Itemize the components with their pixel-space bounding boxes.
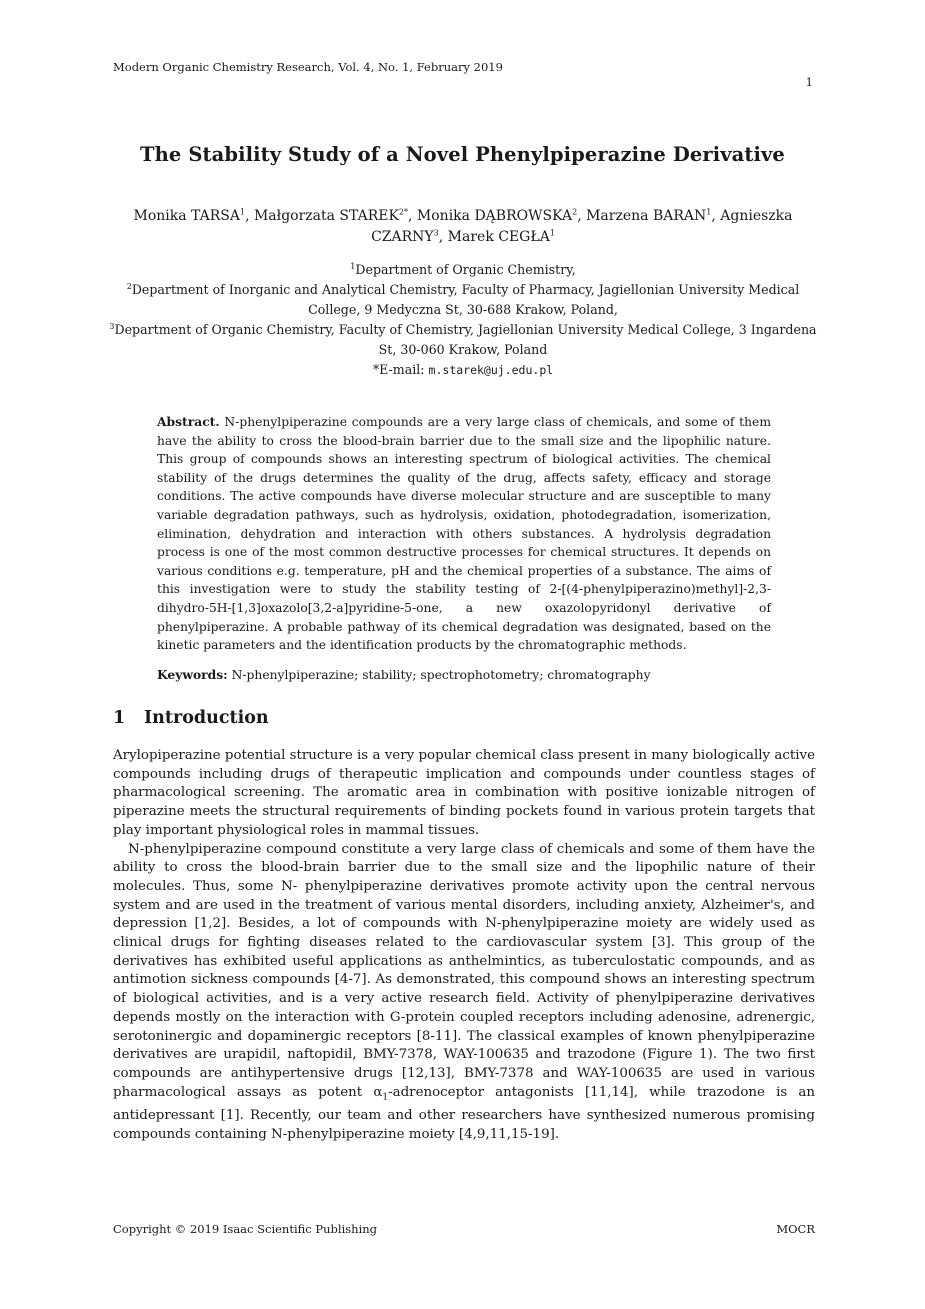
author-name: Monika DĄBROWSKA: [416, 208, 573, 224]
section-number: 1: [113, 708, 126, 728]
keywords: [157, 666, 771, 685]
author-name: Małgorzata STAREK: [253, 208, 399, 224]
footer-journal: MOCR: [776, 1222, 815, 1236]
keywords-text: N-phenylpiperazine; stability; spectrophotometry; chromatography: [227, 668, 651, 682]
affiliation-1: $^1$Department of Organic Chemistry,: [350, 261, 576, 277]
body-text: [113, 747, 815, 1144]
section-title: Introduction: [144, 708, 269, 728]
author-affiliation-mark: 2*: [398, 207, 409, 217]
author-separator: ,: [408, 208, 417, 224]
author-separator: ,: [577, 208, 587, 224]
author-name: Marzena BARAN: [586, 208, 707, 224]
affiliation-3: $^3$Department of Organic Chemistry, Faculty of Chemistry, Jagiellonian University Medical College, 3 Ingardena St, 30-060 Krakow, Poland: [109, 321, 817, 357]
author-affiliation-mark: 1: [706, 207, 712, 217]
email-line: *E-mail: m.starek@uj.edu.pl: [372, 362, 554, 377]
author-affiliation-mark: 1: [239, 207, 246, 217]
author-affiliation-mark: 3: [433, 228, 439, 238]
author-affiliation-mark: 2: [572, 207, 578, 217]
author-name: Agnieszka CZARNY: [371, 208, 793, 245]
author-separator: ,: [438, 229, 448, 245]
paper-title: The Stability Study of a Novel Phenylpiperazine Derivative: [140, 143, 785, 166]
page-number: 1: [805, 75, 813, 89]
author-name: Monika TARSA: [133, 208, 240, 224]
author-separator: ,: [245, 208, 254, 224]
affiliations: [105, 260, 821, 380]
abstract: [157, 413, 771, 655]
abstract-text: N-phenylpiperazine compounds are a very large class of chemicals, and some of them have the ability to cross the blood-brain barrier due to the small size and the lipophilic nature. This group of compounds shows an interesting spectrum of biological activities. The chemical stability of the drugs determines the quality of the drug, affects safety, efficacy and storage conditions. The active compounds have diverse molecular structure and are susceptible to many variable degradation pathways, such as hydrolysis, oxidation, photodegradation, isomerization, elimination, dehydration and interaction with others substances. A hydrolysis degradation process is one of the most common destructive processes for chemical structures. It depends on various conditions e.g. temperature, pH and the chemical properties of a substance. The aims of this investigation were to study the stability testing of 2-[(4-phenylpiperazino)methyl]-2,3-dihydro-5H-[1,3]oxazolo[3,2-a]pyridine-5-one, a new oxazolopyridonyl derivative of phenylpiperazine. A probable pathway of its chemical degradation was designated, based on the kinetic parameters and the identification products by the chromatographic methods.: [157, 415, 771, 653]
keywords-label: Keywords:: [157, 667, 228, 682]
email-link[interactable]: m.starek@uj.edu.pl: [428, 363, 554, 377]
paragraph-1: Arylopiperazine potential structure is a very popular chemical class present in many biologically active compounds including drugs of therapeutic implication and compounds under countless stages of pharmacological screening. The aromatic area in combination with positive ionizable nitrogen of piperazine meets the structural requirements of binding pockets found in various protein targets that play important physiological roles in mammal tissues.: [113, 748, 815, 838]
author-list: [113, 206, 813, 248]
abstract-label: Abstract.: [157, 414, 220, 429]
section-heading: [113, 708, 269, 728]
running-header: Modern Organic Chemistry Research, Vol. 4, No. 1, February 2019: [113, 60, 503, 74]
author-separator: ,: [711, 208, 721, 224]
author-affiliation-mark: 1: [549, 228, 555, 238]
footer-copyright: Copyright © 2019 Isaac Scientific Publishing: [113, 1222, 378, 1236]
paragraph-2: N-phenylpiperazine compound constitute a very large class of chemicals and some of them have the ability to cross the blood-brain barrier due to the small size and the lipophilic nature of their molecules. Thus, some N- phenylpiperazine derivatives promote activity upon the central nervous system and are used in the treatment of various mental disorders, including anxiety, Alzheimer's, and depression [1,2]. Besides, a lot of compounds with N-phenylpiperazine moiety are widely used as clinical drugs for fighting diseases related to the cardiovascular system [3]. This group of the derivatives has exhibited useful applications as anthelmintics, as tuberculostatic compounds, and as antimotion sickness compounds [4-7]. As demonstrated, this compound shows an interesting spectrum of biological activities, and is a very active research field. Activity of phenylpiperazine derivatives depends mostly on the interaction with G-protein coupled receptors including adenosine, adrenergic, serotoninergic and dopaminergic receptors [8-11]. The classical examples of known phenylpiperazine derivatives are urapidil, naftopidil, BMY-7378, WAY-100635 and trazodone (Figure 1). The two first compounds are antihypertensive drugs [12,13], BMY-7378 and WAY-100635 are used in various pharmacological assays as potent $\alpha_1$-adrenoceptor antagonists [11,14], while trazodone is an antidepressant [1]. Recently, our team and other researchers have synthesized numerous promising compounds containing N-phenylpiperazine moiety [4,9,11,15-19].: [113, 841, 815, 1142]
author-name: Marek CEGŁA: [447, 229, 550, 245]
affiliation-2: $^2$Department of Inorganic and Analytical Chemistry, Faculty of Pharmacy, Jagiellonian University Medical College, 9 Medyczna St, 30-688 Krakow, Poland,: [126, 281, 800, 317]
